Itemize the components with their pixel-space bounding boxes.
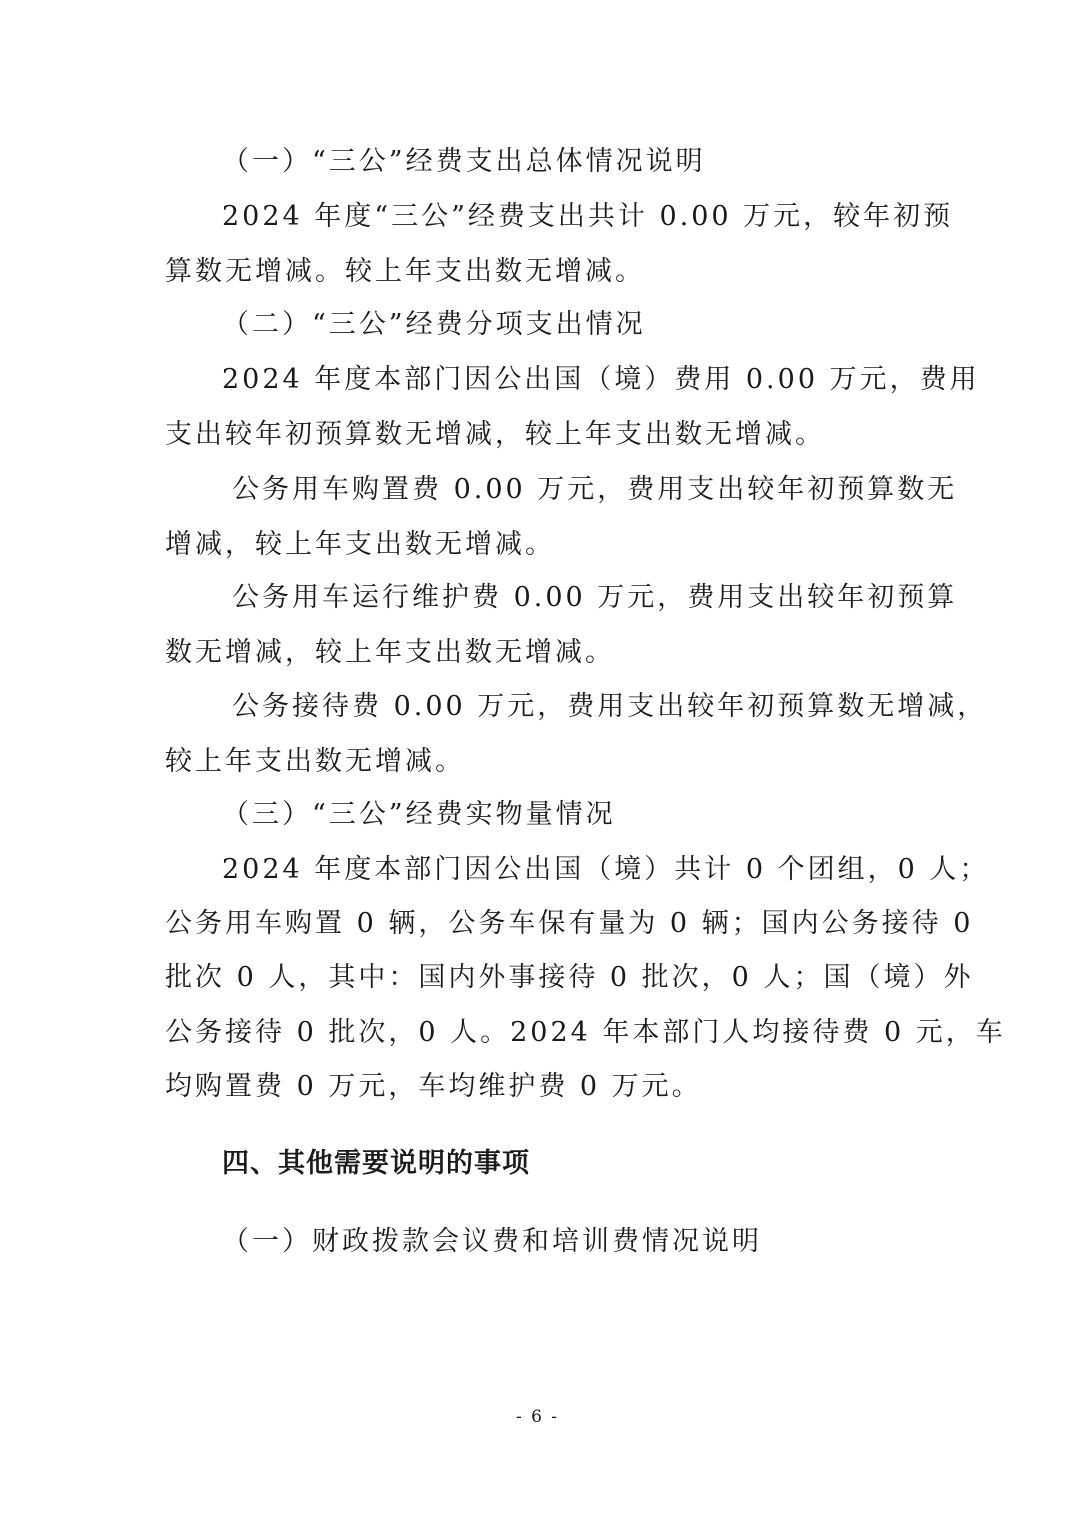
paragraph-line: 算数无增减。较上年支出数无增减。 bbox=[165, 256, 645, 287]
subheading-meeting-training: （一）财政拨款会议费和培训费情况说明 bbox=[222, 1226, 762, 1257]
paragraph-line: 较上年支出数无增减。 bbox=[165, 746, 465, 777]
subheading-itemized: （二）“三公”经费分项支出情况 bbox=[222, 309, 646, 340]
paragraph-line: 公务用车运行维护费 0.00 万元，费用支出较年初预算 bbox=[232, 582, 958, 613]
paragraph-line: 2024 年度本部门因公出国（境）费用 0.00 万元，费用 bbox=[222, 364, 980, 395]
paragraph-line: 公务用车购置费 0.00 万元，费用支出较年初预算数无 bbox=[232, 474, 958, 505]
paragraph-line: 支出较年初预算数无增减，较上年支出数无增减。 bbox=[165, 419, 825, 450]
section-heading-other-matters: 四、其他需要说明的事项 bbox=[222, 1148, 530, 1179]
paragraph-line: 2024 年度“三公”经费支出共计 0.00 万元，较年初预 bbox=[222, 201, 954, 232]
paragraph-line: 2024 年度本部门因公出国（境）共计 0 个团组，0 人； bbox=[222, 854, 990, 885]
paragraph-line: 公务用车购置 0 辆，公务车保有量为 0 辆；国内公务接待 0 bbox=[165, 908, 974, 939]
paragraph-line: 数无增减，较上年支出数无增减。 bbox=[165, 637, 615, 668]
page-number: - 6 - bbox=[515, 1407, 560, 1427]
paragraph-line: 公务接待 0 批次，0 人。2024 年本部门人均接待费 0 元，车 bbox=[165, 1017, 1006, 1048]
subheading-overall: （一）“三公”经费支出总体情况说明 bbox=[222, 146, 706, 177]
paragraph-line: 公务接待费 0.00 万元，费用支出较年初预算数无增减， bbox=[232, 691, 988, 722]
paragraph-line: 增减，较上年支出数无增减。 bbox=[165, 529, 555, 560]
paragraph-line: 批次 0 人，其中：国内外事接待 0 批次，0 人；国（境）外 bbox=[165, 962, 974, 993]
subheading-physical-quantity: （三）“三公”经费实物量情况 bbox=[222, 799, 616, 830]
paragraph-line: 均购置费 0 万元，车均维护费 0 万元。 bbox=[165, 1071, 702, 1102]
